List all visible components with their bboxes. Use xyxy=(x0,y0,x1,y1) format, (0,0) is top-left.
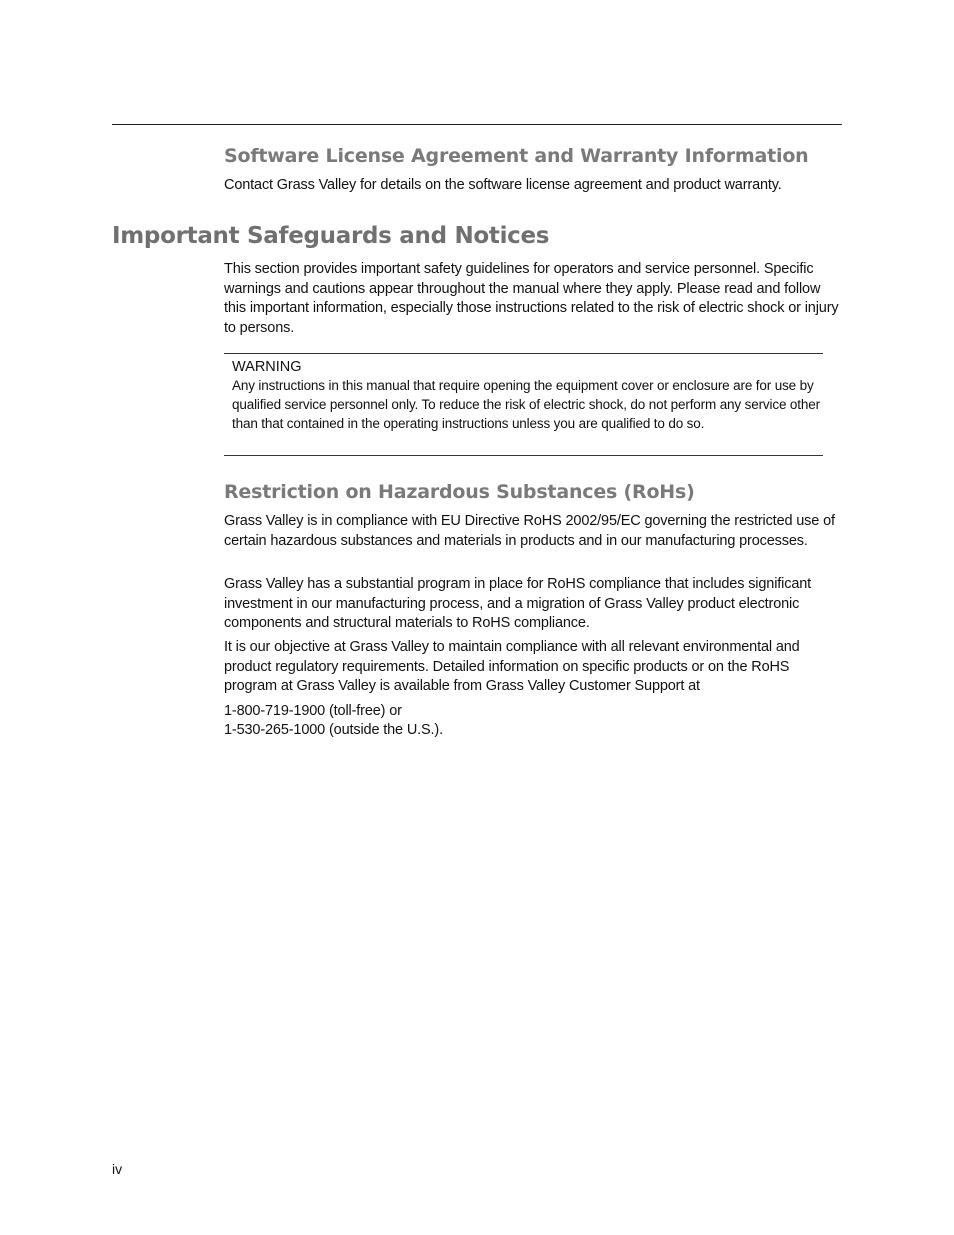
warning-title: WARNING xyxy=(232,359,302,375)
phone-outside: 1-530-265-1000 (outside the U.S.). xyxy=(224,722,443,738)
phone-tollfree: 1-800-719-1900 (toll-free) or xyxy=(224,703,402,719)
rohs-heading: Restriction on Hazardous Substances (RoHs) xyxy=(224,481,695,503)
warning-box xyxy=(224,353,823,456)
rohs-paragraph-3: It is our objective at Grass Valley to maintain compliance with all relevant environmental and product regulatory requirements. Detailed information on specific products or on the RoHS program at Grass Valley is available from Grass Valley Customer Support at xyxy=(224,639,800,695)
license-heading: Software License Agreement and Warranty Information xyxy=(224,145,809,167)
page-number: iv xyxy=(112,1161,123,1177)
top-rule xyxy=(112,124,842,125)
warning-text: Any instructions in this manual that require opening the equipment cover or enclosure are for use by qualified service personnel only. To reduce the risk of electric shock, do not perform any service other than that contained in the operating instructions unless you are qualified to do so. xyxy=(232,378,820,431)
rohs-paragraph-1: Grass Valley is in compliance with EU Directive RoHS 2002/95/EC governing the restricted use of certain hazardous substances and materials in products and in our manufacturing processes. xyxy=(224,513,835,549)
safeguards-heading: Important Safeguards and Notices xyxy=(112,223,550,249)
safeguards-text: This section provides important safety guidelines for operators and service personnel. Specific warnings and cautions appear throughout the manual where they apply. Please read and follow this important information, especially those instructions related to the risk of electric shock or injury to persons. xyxy=(224,261,839,336)
rohs-paragraph-2: Grass Valley has a substantial program in place for RoHS compliance that includes significant investment in our manufacturing process, and a migration of Grass Valley product electronic components and structural materials to RoHS compliance. xyxy=(224,576,812,632)
license-text: Contact Grass Valley for details on the software license agreement and product warranty. xyxy=(224,177,782,193)
